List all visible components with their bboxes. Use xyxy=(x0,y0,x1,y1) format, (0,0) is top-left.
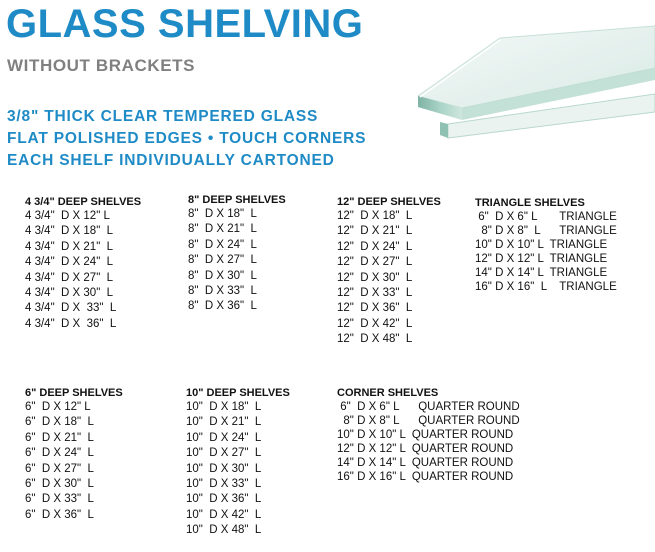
list-item: 6" D X 27" L xyxy=(25,462,94,475)
list-item: 8" D X 8" L TRIANGLE xyxy=(475,225,617,237)
feature-list xyxy=(7,106,366,172)
list-item: 8" D X 30" L xyxy=(188,269,257,282)
list-item: 6" D X 33" L xyxy=(25,493,94,506)
list-item: 10" D X 27" L xyxy=(186,447,262,460)
list-item: 12" D X 33" L xyxy=(337,287,413,300)
feature-item: FLAT POLISHED EDGES • TOUCH CORNERS xyxy=(7,130,367,147)
list-item: 6" D X 30" L xyxy=(25,478,94,491)
column-corner xyxy=(337,386,520,484)
list-item: 14" D X 14" L QUARTER ROUND xyxy=(337,457,514,469)
page-title: GLASS SHELVING xyxy=(6,2,364,46)
list-item: 12" D X 12" L QUARTER ROUND xyxy=(337,443,514,455)
list-item: 6" D X 24" L xyxy=(25,447,94,460)
list-item: 4 3/4" D X 24" L xyxy=(25,256,114,269)
column-heading: TRIANGLE SHELVES xyxy=(475,197,585,209)
feature-item: 3/8" THICK CLEAR TEMPERED GLASS xyxy=(7,108,319,125)
list-item: 12" D X 18" L xyxy=(337,210,413,222)
list-item: 10" D X 21" L xyxy=(186,416,262,429)
column-heading: 12" DEEP SHELVES xyxy=(337,196,441,208)
list-item: 12" D X 12" L TRIANGLE xyxy=(475,253,608,265)
list-item: 6" D X 18" L xyxy=(25,416,94,429)
list-item: 10" D X 24" L xyxy=(186,431,262,444)
column-heading: CORNER SHELVES xyxy=(337,387,439,399)
list-item: 16" D X 16" L TRIANGLE xyxy=(475,281,617,293)
column-heading: 10" DEEP SHELVES xyxy=(186,387,290,399)
list-item: 12" D X 36" L xyxy=(337,302,413,315)
list-item: 4 3/4" D X 27" L xyxy=(25,271,114,284)
list-item: 4 3/4" D X 18" L xyxy=(25,225,114,238)
list-item: 6" D X 21" L xyxy=(25,431,94,444)
list-item: 4 3/4" D X 21" L xyxy=(25,240,114,253)
list-item: 16" D X 16" L QUARTER ROUND xyxy=(337,471,514,483)
list-item: 8" D X 33" L xyxy=(188,285,257,298)
column-heading: 4 3/4" DEEP SHELVES xyxy=(25,196,142,208)
list-item: 6" D X 6" L QUARTER ROUND xyxy=(337,401,520,413)
list-item: 12" D X 48" L xyxy=(337,333,413,346)
column-10-deep xyxy=(186,386,290,539)
list-item: 8" D X 27" L xyxy=(188,254,257,267)
column-4-3-4-deep xyxy=(25,195,141,332)
list-item: 8" D X 8" L QUARTER ROUND xyxy=(337,415,520,427)
column-heading: 6" DEEP SHELVES xyxy=(25,387,123,399)
list-item: 12" D X 27" L xyxy=(337,256,413,269)
column-heading: 8" DEEP SHELVES xyxy=(188,194,286,206)
list-item: 12" D X 24" L xyxy=(337,240,413,253)
list-item: 8" D X 36" L xyxy=(188,300,257,313)
list-item: 4 3/4" D X 33" L xyxy=(25,302,117,315)
list-item: 8" D X 24" L xyxy=(188,238,257,251)
shelf-back-edge xyxy=(440,122,448,138)
list-item: 10" D X 42" L xyxy=(186,508,262,521)
list-item: 4 3/4" D X 12" L xyxy=(25,210,110,222)
list-item: 12" D X 21" L xyxy=(337,225,413,238)
list-item: 6" D X 36" L xyxy=(25,508,94,521)
list-item: 10" D X 30" L xyxy=(186,462,262,475)
list-item: 10" D X 10" L TRIANGLE xyxy=(475,239,608,251)
list-item: 10" D X 33" L xyxy=(186,478,262,491)
page-subtitle: WITHOUT BRACKETS xyxy=(7,56,196,75)
list-item: 12" D X 30" L xyxy=(337,271,413,284)
column-12-deep xyxy=(337,195,441,348)
feature-item: EACH SHELF INDIVIDUALLY CARTONED xyxy=(7,152,335,169)
list-item: 10" D X 36" L xyxy=(186,493,262,506)
column-triangle xyxy=(475,196,617,294)
list-item: 8" D X 21" L xyxy=(188,223,257,236)
column-6-deep xyxy=(25,386,123,523)
list-item: 6" D X 12" L xyxy=(25,401,91,413)
list-item: 10" D X 18" L xyxy=(186,401,262,413)
list-item: 4 3/4" D X 30" L xyxy=(25,287,114,300)
list-item: 10" D X 48" L xyxy=(186,524,262,537)
list-item: 12" D X 42" L xyxy=(337,317,413,330)
glass-shelf-image xyxy=(400,0,655,150)
column-8-deep xyxy=(188,193,286,315)
list-item: 6" D X 6" L TRIANGLE xyxy=(475,211,617,223)
list-item: 14" D X 14" L TRIANGLE xyxy=(475,267,608,279)
list-item: 4 3/4" D X 36" L xyxy=(25,317,117,330)
list-item: 10" D X 10" L QUARTER ROUND xyxy=(337,429,514,441)
list-item: 8" D X 18" L xyxy=(188,208,257,220)
